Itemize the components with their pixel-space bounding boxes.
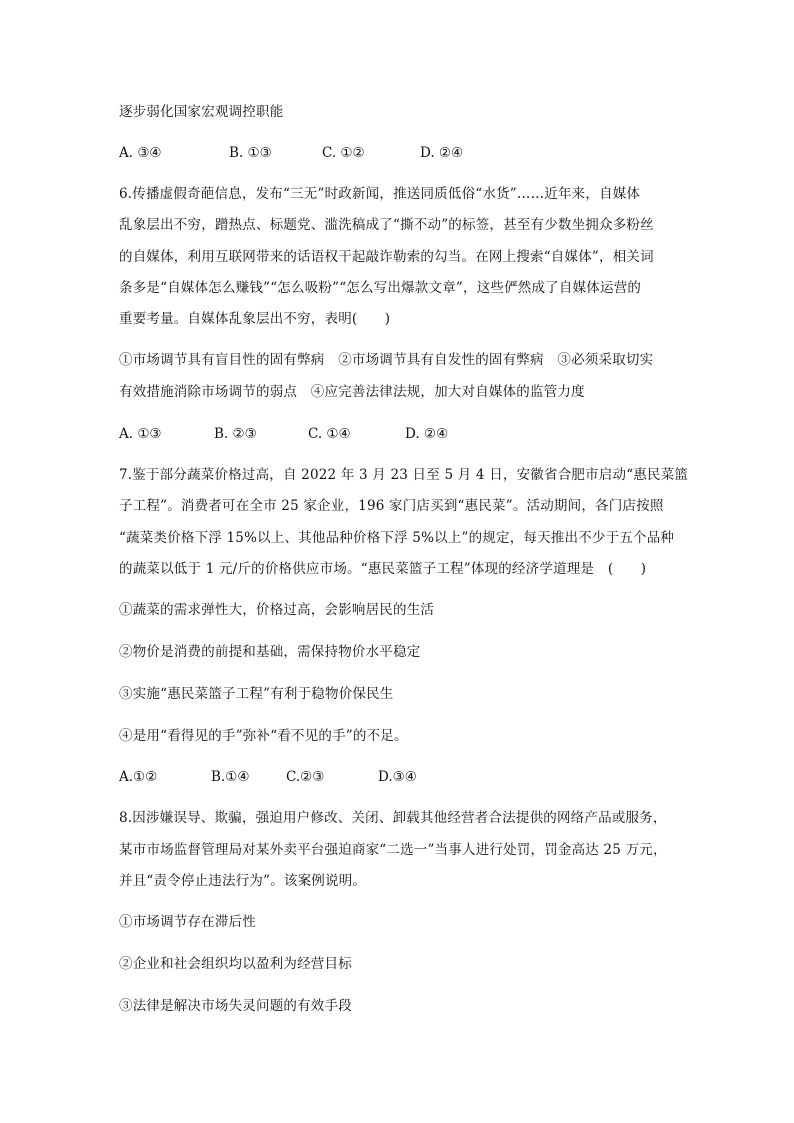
q7-stem-line-4: 的蔬菜以低于 1 元/斤的价格供应市场。“惠民菜篮子工程”体现的经济学道理是 ( ) [119,561,647,577]
q7-statement-1: ①蔬菜的需求弹性大，价格过高，会影响居民的生活 [119,602,435,618]
q8-stem-line-2: 某市市场监督管理局对某外卖平台强迫商家“二选一”当事人进行处罚，罚金高达 25 万元， [119,842,667,858]
q5-option-b: B. ①③ [229,145,272,161]
q7-option-b: B.①④ [211,769,250,785]
q6-option-b: B. ②③ [214,426,257,442]
q6-statement-line-1: ①市场调节具有盲目性的固有弊病 ②市场调节具有自发性的固有弊病 ③必须采取切实 [119,352,654,368]
q8-statement-2: ②企业和社会组织均以盈利为经营目标 [119,956,352,972]
q6-stem-line-2: 乱象层出不穷，蹭热点、标题党、滥洗稿成了“撕不动”的标签，甚至有少数坐拥众多粉丝 [119,217,654,233]
q7-option-d: D.③④ [378,769,417,785]
q6-statement-line-2: 有效措施消除市场调节的弱点 ④应完善法律法规，加大对自媒体的监管力度 [119,384,585,400]
q8-stem-line-3: 并且“责令停止违法行为”。该案例说明。 [119,873,367,889]
q7-stem-line-3: “蔬菜类价格下浮 15%以上、其他品种价格下浮 5%以上”的规定，每天推出不少于五个品种 [119,530,675,546]
q8-statement-3: ③法律是解决市场失灵问题的有效手段 [119,998,352,1014]
q7-stem-line-2: 子工程”。消费者可在全市 25 家企业，196 家门店买到“惠民菜”。活动期间，各门店按照 [119,498,664,514]
q6-stem-line-3: 的自媒体，利用互联网带来的话语权干起敲诈勒索的勾当。在网上搜索“自媒体”，相关词 [119,249,654,265]
q7-option-c: C.②③ [286,769,325,785]
q5-option-c: C. ①② [322,145,365,161]
q6-stem-line-1: 6.传播虚假奇葩信息，发布“三无”时政新闻，推送同质低俗“水货”……近年来，自媒体 [119,186,641,202]
q8-stem-line-1: 8.因涉嫌误导、欺骗，强迫用户修改、关闭、卸载其他经营者合法提供的网络产品或服务， [119,810,667,826]
q6-stem-line-4: 条多是“自媒体怎么赚钱”“怎么吸粉”“怎么写出爆款文章”，这些俨然成了自媒体运营的 [119,280,642,296]
q5-option-d: D. ②④ [420,145,464,161]
q7-statement-4: ④是用“看得见的手”弥补“看不见的手”的不足。 [119,728,408,744]
q5-option-a: A. ③④ [119,145,162,161]
q6-stem-line-5: 重要考量。自媒体乱象层出不穷，表明( ) [119,311,391,327]
q7-statement-3: ③实施“惠民菜篮子工程”有利于稳物价保民生 [119,686,394,702]
q7-stem-line-1: 7.鉴于部分蔬菜价格过高，自 2022 年 3 月 23 日至 5 月 4 日，安徽省合肥市启动“惠民菜篮 [119,467,689,483]
q6-option-d: D. ②④ [405,426,449,442]
q5-stem-tail: 逐步弱化国家宏观调控职能 [119,104,284,120]
q6-option-a: A. ①③ [119,426,162,442]
q6-option-c: C. ①④ [308,426,351,442]
q8-statement-1: ①市场调节存在滞后性 [119,914,256,930]
q7-statement-2: ②物价是消费的前提和基础，需保持物价水平稳定 [119,644,421,660]
q7-option-a: A.①② [119,769,158,785]
